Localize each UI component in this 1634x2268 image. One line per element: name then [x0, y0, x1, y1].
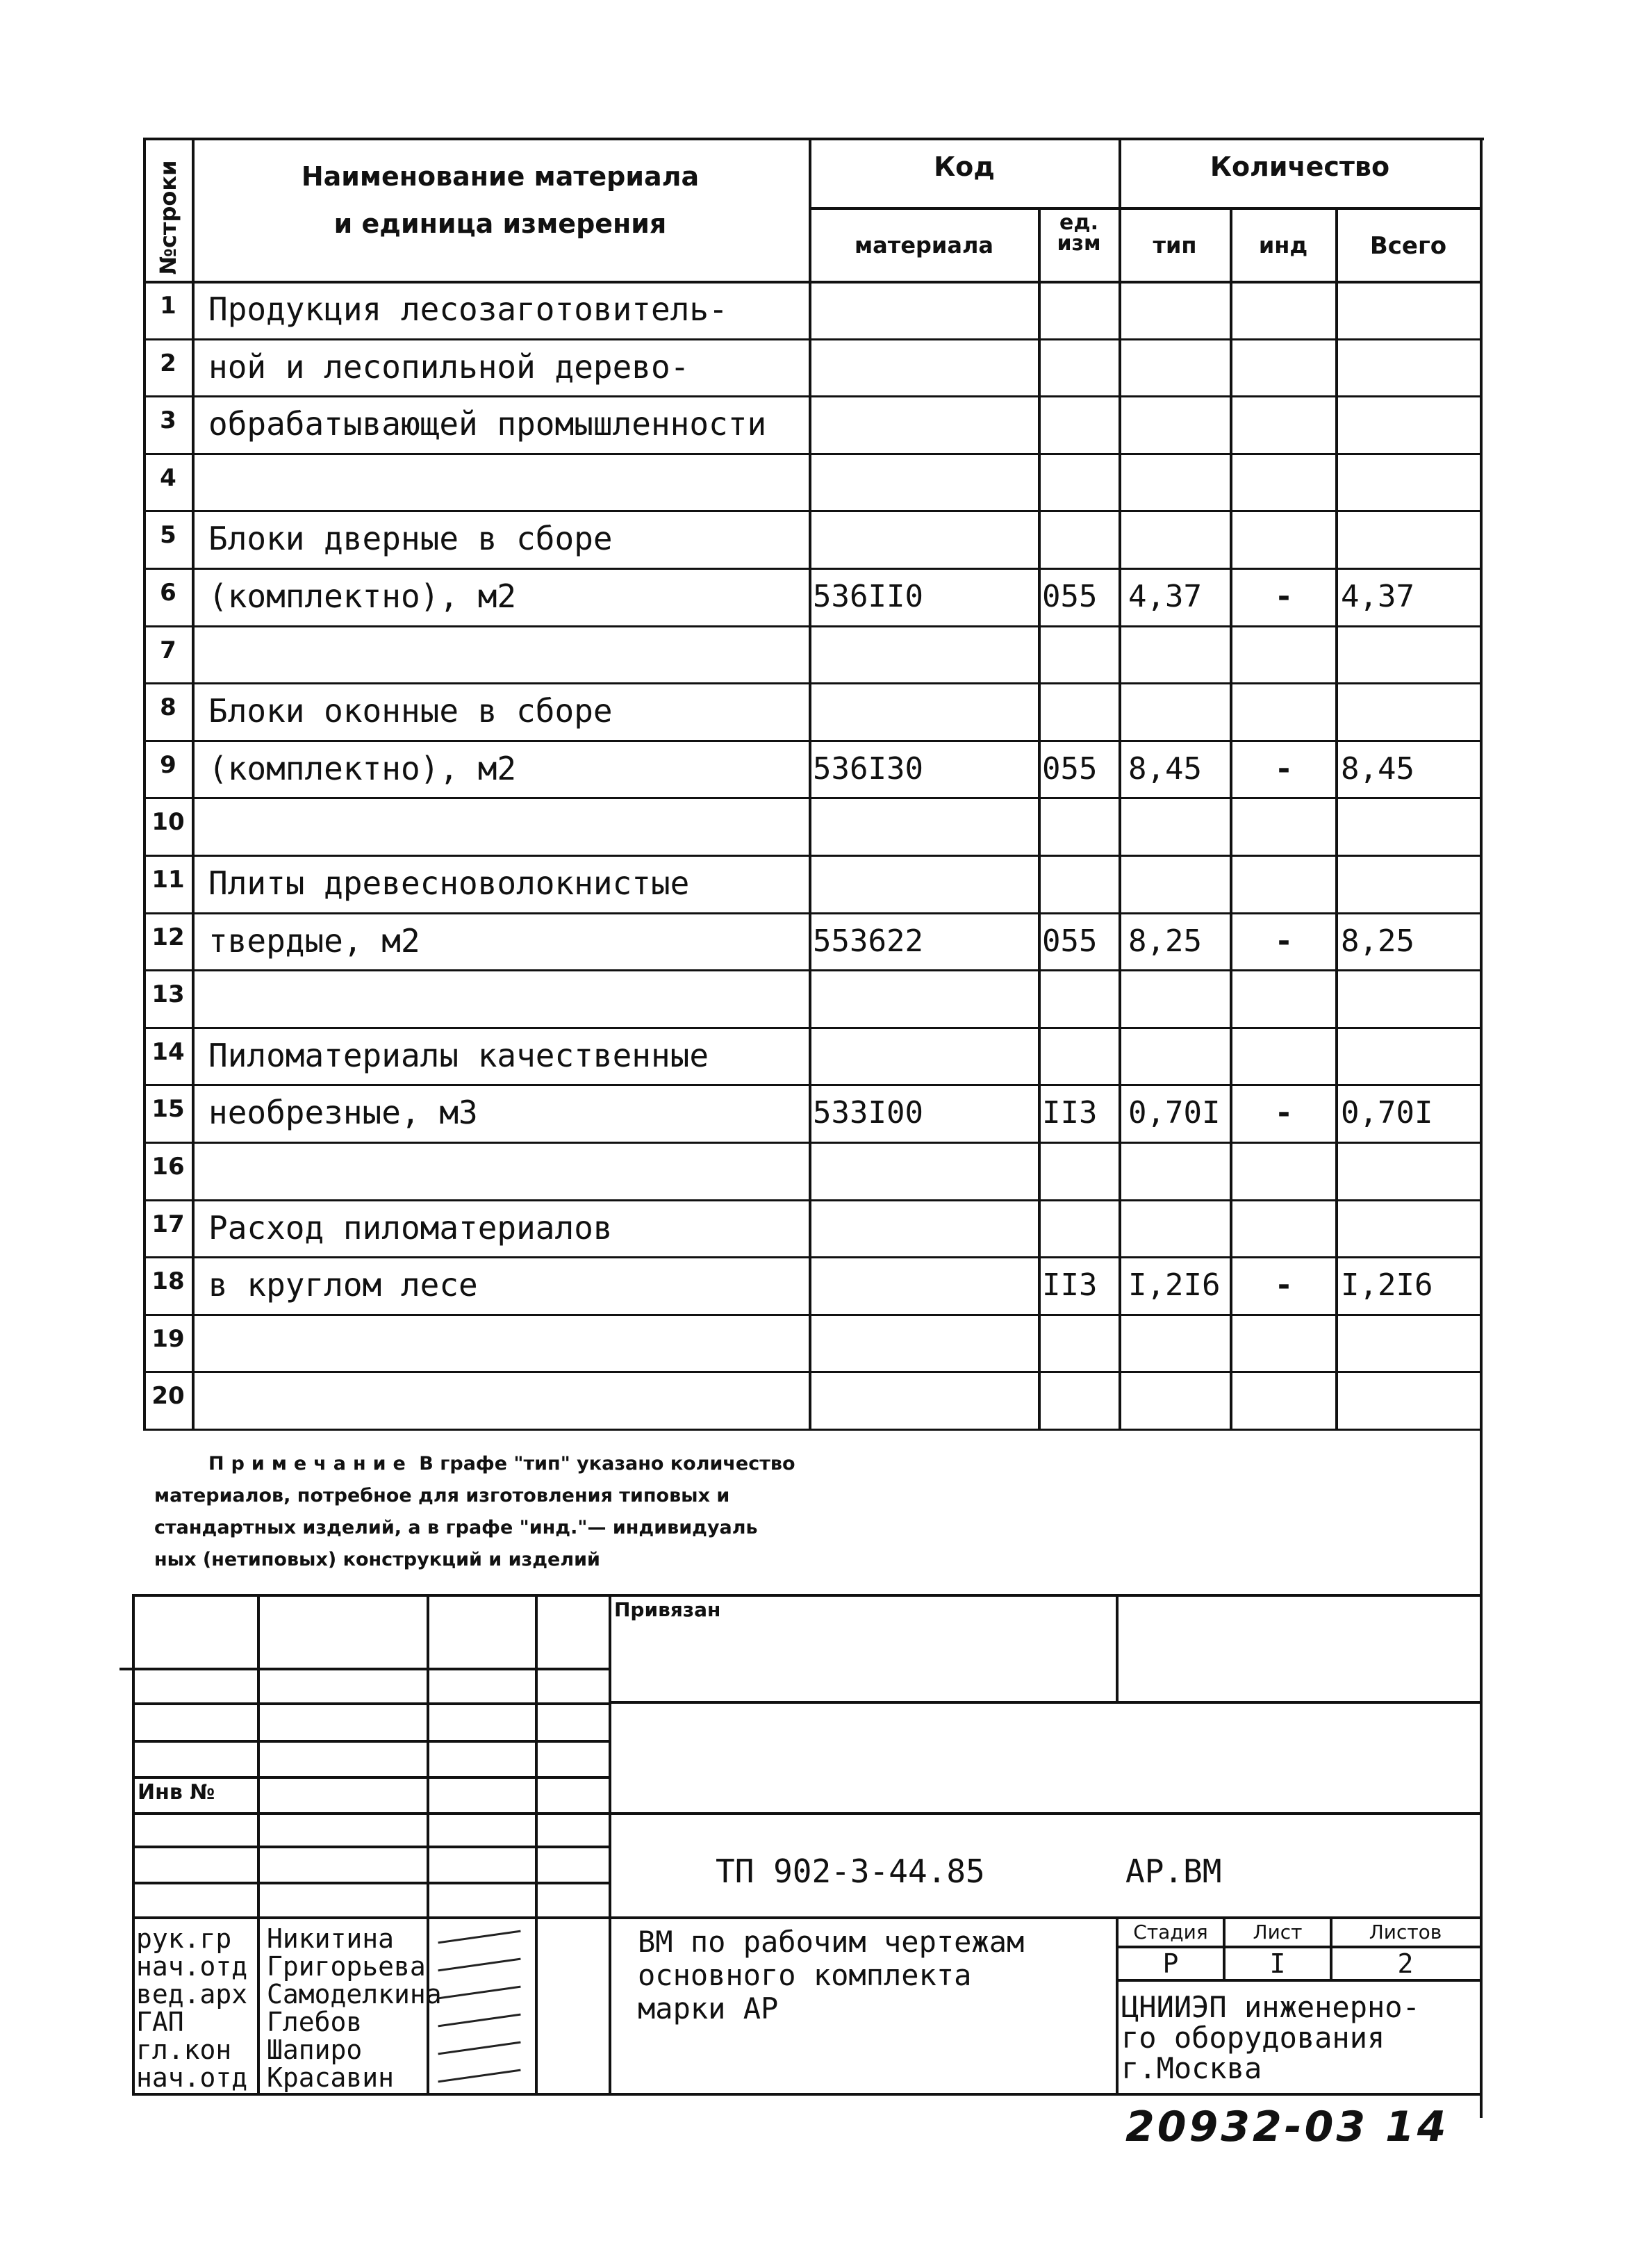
signature-scribble: [438, 1986, 520, 2000]
row-number: 2: [160, 350, 176, 377]
stamp-sign-top-line: [132, 1916, 1480, 1919]
signature-scribble: [438, 2041, 520, 2055]
qty-ind: -: [1274, 1267, 1294, 1303]
row-number: 14: [151, 1038, 185, 1066]
stamp-mid-line: [132, 1812, 1480, 1815]
table-right-border: [1480, 138, 1483, 2118]
row-divider: [143, 740, 1480, 742]
stage-bottom-line: [1116, 1979, 1480, 1982]
qty-ind-header: инд: [1258, 232, 1308, 258]
stamp-bottom-line: [132, 2093, 1480, 2096]
material-name: ной и лесопильной дерево-: [208, 348, 690, 386]
name-column-line: [809, 138, 811, 1430]
header-mid-line: [809, 207, 1480, 210]
row-divider: [143, 568, 1480, 570]
row-divider: [143, 912, 1480, 914]
stamp-col-4: [609, 1594, 611, 2093]
signature-name: Никитина: [267, 1923, 395, 1954]
row-number: 10: [151, 808, 185, 836]
signature-name: Красавин: [267, 2062, 395, 2093]
row-divider: [143, 969, 1480, 971]
doc-code: ТП 902-3-44.85: [716, 1852, 985, 1890]
signature-scribble: [438, 2069, 520, 2083]
row-number: 9: [160, 751, 176, 779]
footer-number: 20932-03 14: [1125, 2103, 1449, 2151]
row-number: 8: [160, 693, 176, 721]
material-name: в круглом лесе: [208, 1266, 478, 1304]
table-top-border: [143, 138, 1484, 140]
row-number: 13: [151, 980, 185, 1008]
qty-total: 0,70I: [1341, 1095, 1433, 1131]
signature-name: Самоделкина: [267, 1979, 442, 2010]
material-code: 536I30: [813, 751, 923, 787]
privyazan-label: Привязан: [614, 1598, 721, 1621]
material-name: необрезные, м3: [208, 1094, 478, 1131]
row-number: 18: [151, 1267, 185, 1295]
note-lead: Примечание: [208, 1453, 413, 1474]
qty-typ: 8,25: [1128, 923, 1202, 959]
row-divider: [143, 1371, 1480, 1373]
qty-total: I,2I6: [1341, 1267, 1433, 1303]
unit-code: II3: [1042, 1267, 1098, 1303]
note-line4: ных (нетиповых) конструкций и изделий: [154, 1549, 600, 1570]
sheet-label: Лист: [1253, 1921, 1303, 1944]
material-code: 536II0: [813, 579, 923, 614]
signature-scribble: [438, 1930, 520, 1944]
unit-code: II3: [1042, 1095, 1098, 1131]
row-divider: [143, 797, 1480, 799]
stage-value: Р: [1162, 1948, 1179, 1979]
doc-mark: АР.ВМ: [1125, 1852, 1222, 1890]
material-name: (комплектно), м2: [208, 750, 517, 787]
stage-label: Стадия: [1133, 1921, 1208, 1944]
row-number: 5: [160, 521, 176, 549]
qty-typ: 4,37: [1128, 579, 1202, 614]
qty-total: 4,37: [1341, 579, 1414, 614]
row-divider: [143, 1142, 1480, 1144]
ind-column-line: [1335, 207, 1338, 1430]
row-divider: [143, 1084, 1480, 1086]
unit-code: 055: [1042, 579, 1098, 614]
code-column-line: [1038, 207, 1041, 1430]
sheet-value: I: [1269, 1948, 1286, 1979]
unit-code: 055: [1042, 923, 1098, 959]
qty-typ: 0,70I: [1128, 1095, 1221, 1131]
row-number: 15: [151, 1095, 185, 1123]
row-number: 4: [160, 464, 176, 492]
signature-name: Шапиро: [267, 2035, 363, 2065]
row-number: 16: [151, 1153, 185, 1181]
row-divider: [143, 338, 1480, 340]
signature-scribble: [438, 1958, 520, 1972]
code-unit-header: ед. изм: [1057, 211, 1101, 256]
row-divider: [143, 1027, 1480, 1029]
material-code: 533I00: [813, 1095, 923, 1131]
qty-typ-header: тип: [1153, 232, 1197, 258]
org-line2: го оборудования: [1121, 2021, 1385, 2055]
name-header-line2: и единица измерения: [333, 208, 667, 239]
stamp-col-sheets: [1330, 1916, 1332, 1979]
stamp-col-sheet: [1223, 1916, 1226, 1979]
org-line3: г.Москва: [1121, 2051, 1262, 2085]
note-line1-text: В графе "тип" указано количество: [419, 1453, 795, 1474]
qty-ind: -: [1274, 1095, 1294, 1131]
note-line1: [208, 1448, 795, 1479]
document-sheet: №строки Наименование материала и единица измерения Код материала ед. изм Количество тип инд Всего 1 Продукция лесозаготовитель- 2 ной и лесопильной дерево- 3 обрабатывающей промышленности 4 5 Блоки дверные в сборе 6 (комплектно), м2 536II0 055 4,37 - 4,37 7 8 Блоки оконные в сборе 9 (комплектно), м2 536I30 055 8,45 - 8,45 10 11 Плиты древесноволокнистые 12 твердые, м2 553622 055 8,25 - 8,25 13 14 Пиломатериалы качественные 15 необрезные, м3 533I00 II3 0,70I - 0,70I 16 17 Расход пиломатериалов 18 в круглом лесе II3 I,2I6 - I,2I6 19 20 Примечание В графе "тип" указано количество материалов, потребное для изготовления типовых и стандартных изделий, а в графе "инд."— индивидуаль ных (нетиповых) конструкций и изделий Привязан Инв № ТП 902-3-44.85 АР.ВМ ВМ по рабочим чертежам основного комплекта марки АР Стадия Лист Листов Р I 2 ЦНИИЭП инженерно- го оборудования г.Москва рук.гр Никитина нач.отд Григорьева вед.арх Самоделкина ГАП Глебов гл.кон Шапиро нач.отд Красавин 20932-03 14: [0, 0, 1634, 2268]
signature-role: нач.отд: [136, 1951, 248, 1982]
row-number: 12: [151, 923, 185, 951]
rownum-column-line: [192, 138, 195, 1430]
material-name: Блоки оконные в сборе: [208, 692, 613, 730]
row-divider: [143, 510, 1480, 512]
row-divider: [143, 453, 1480, 455]
qty-group-header: Количество: [1210, 151, 1390, 182]
material-name: Расход пиломатериалов: [208, 1209, 613, 1247]
row-number: 1: [160, 292, 176, 320]
qty-ind: -: [1274, 579, 1294, 614]
unit-code: 055: [1042, 751, 1098, 787]
row-divider: [143, 1314, 1480, 1316]
title-line3: марки АР: [638, 1991, 779, 2025]
row-number: 17: [151, 1210, 185, 1238]
material-name: Продукция лесозаготовитель-: [208, 290, 728, 328]
material-name: обрабатывающей промышленности: [208, 405, 767, 443]
row-divider: [143, 1429, 1480, 1431]
signature-name: Глебов: [267, 2007, 363, 2037]
sheets-value: 2: [1397, 1948, 1414, 1979]
typ-column-line: [1230, 207, 1232, 1430]
signature-name: Григорьева: [267, 1951, 426, 1982]
code-group-header: Код: [934, 151, 995, 182]
stamp-col-1: [257, 1594, 260, 2093]
name-header-line1: Наименование материала: [301, 161, 700, 192]
stamp-col-privyazan: [1116, 1594, 1119, 1701]
material-name: твердые, м2: [208, 922, 420, 960]
signature-scribble: [438, 2014, 520, 2028]
material-code: 553622: [813, 923, 923, 959]
qty-typ: I,2I6: [1128, 1267, 1221, 1303]
stamp-col-title: [1116, 1916, 1119, 2093]
unit-column-line: [1119, 138, 1121, 1430]
inv-no-label: Инв №: [138, 1780, 215, 1805]
qty-total-header: Всего: [1369, 232, 1447, 260]
signature-role: нач.отд: [136, 2062, 248, 2093]
qty-ind: -: [1274, 751, 1294, 787]
material-name: Плиты древесноволокнистые: [208, 864, 690, 902]
note-line2: материалов, потребное для изготовления типовых и: [154, 1485, 730, 1506]
material-name: Пиломатериалы качественные: [208, 1037, 709, 1074]
title-line1: ВМ по рабочим чертежам: [638, 1925, 1025, 1959]
row-divider: [143, 855, 1480, 857]
row-number: 11: [151, 866, 185, 894]
row-number: 6: [160, 579, 176, 607]
qty-typ: 8,45: [1128, 751, 1202, 787]
signature-role: ГАП: [136, 2007, 184, 2037]
code-material-header: материала: [855, 232, 993, 258]
stamp-top-line: [132, 1594, 1480, 1597]
signature-role: гл.кон: [136, 2035, 232, 2065]
signature-role: вед.арх: [136, 1979, 248, 2010]
qty-total: 8,25: [1341, 923, 1414, 959]
stamp-right-line-a: [609, 1701, 1480, 1704]
row-number: 19: [151, 1325, 185, 1353]
row-number: 7: [160, 636, 176, 664]
row-divider: [143, 625, 1480, 627]
title-line2: основного комплекта: [638, 1958, 972, 1992]
material-name: (комплектно), м2: [208, 577, 517, 615]
stamp-col-2: [427, 1594, 429, 2093]
row-number: 20: [151, 1382, 185, 1410]
row-divider: [143, 395, 1480, 397]
signature-role: рук.гр: [136, 1923, 232, 1954]
sheets-label: Листов: [1369, 1921, 1442, 1944]
qty-ind: -: [1274, 923, 1294, 959]
material-name: Блоки дверные в сборе: [208, 520, 613, 557]
org-line1: ЦНИИЭП инженерно-: [1121, 1990, 1420, 2024]
stamp-col-3: [535, 1594, 538, 2093]
stamp-left-border: [132, 1594, 135, 2093]
qty-total: 8,45: [1341, 751, 1414, 787]
header-bottom-line: [143, 281, 1480, 284]
row-divider: [143, 1199, 1480, 1201]
note-line3: стандартных изделий, а в графе "инд."— индивидуаль: [154, 1517, 758, 1538]
row-divider: [143, 682, 1480, 684]
row-number: 3: [160, 406, 176, 434]
row-divider: [143, 1256, 1480, 1258]
